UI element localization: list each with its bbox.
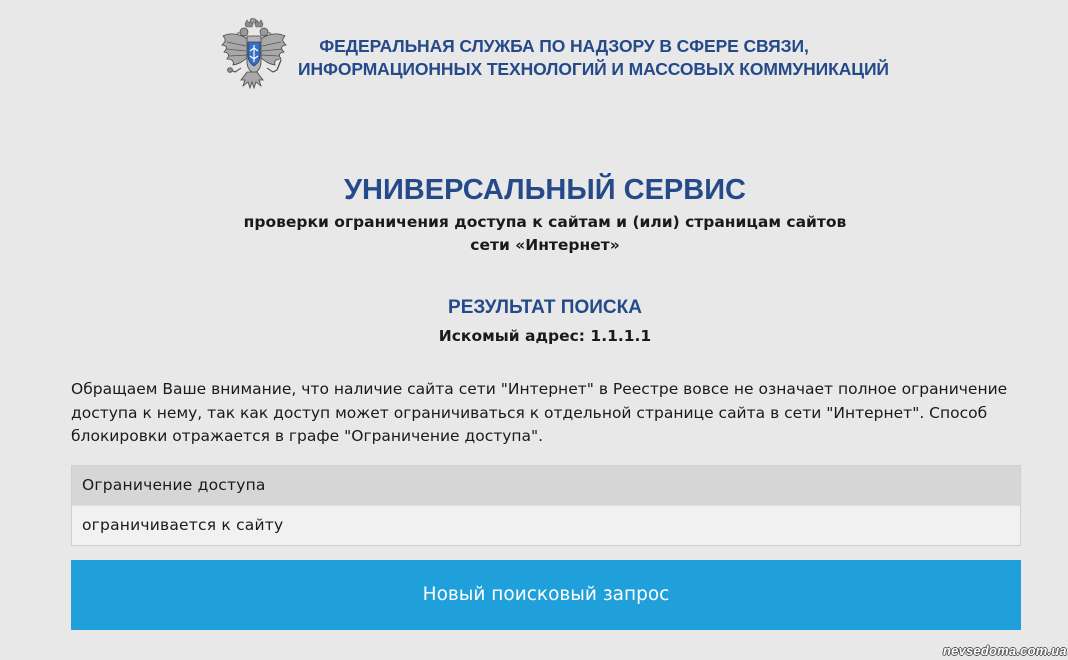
service-subtitle xyxy=(0,211,1068,257)
agency-name-line2: ИНФОРМАЦИОННЫХ ТЕХНОЛОГИЙ И МАССОВЫХ КОММУНИКАЦИЙ xyxy=(298,59,889,79)
result-title: РЕЗУЛЬТАТ ПОИСКА xyxy=(448,297,642,318)
page-header xyxy=(0,16,1068,96)
service-subtitle-line2: сети «Интернет» xyxy=(470,236,620,254)
service-subtitle-line1: проверки ограничения доступа к сайтам и (или) страницам сайтов xyxy=(243,213,847,231)
new-search-button[interactable]: Новый поисковый запрос xyxy=(71,560,1021,630)
watermark-text: nevsedoma.com.ua xyxy=(943,643,1067,658)
double-headed-eagle-emblem-icon xyxy=(219,18,289,94)
notice-text: Обращаем Ваше внимание, что наличие сайта сети "Интернет" в Реестре вовсе не означает полное ограничение доступа к нему, так как доступ может ограничиваться к отдельной странице сайта в сети "Интернет". Способ блокировки отражается в графе "Ограничение доступа". xyxy=(71,380,1008,445)
searched-address: Искомый адрес: 1.1.1.1 xyxy=(438,327,652,345)
agency-name xyxy=(298,35,889,81)
service-title: УНИВЕРСАЛЬНЫЙ СЕРВИС xyxy=(343,174,747,206)
agency-name-line1: ФЕДЕРАЛЬНАЯ СЛУЖБА ПО НАДЗОРУ В СФЕРЕ СВЯЗИ, xyxy=(319,36,809,56)
result-table xyxy=(71,465,1021,546)
table-header-access-restriction: Ограничение доступа xyxy=(72,466,1020,505)
table-row: ограничивается к сайту xyxy=(72,505,1020,545)
